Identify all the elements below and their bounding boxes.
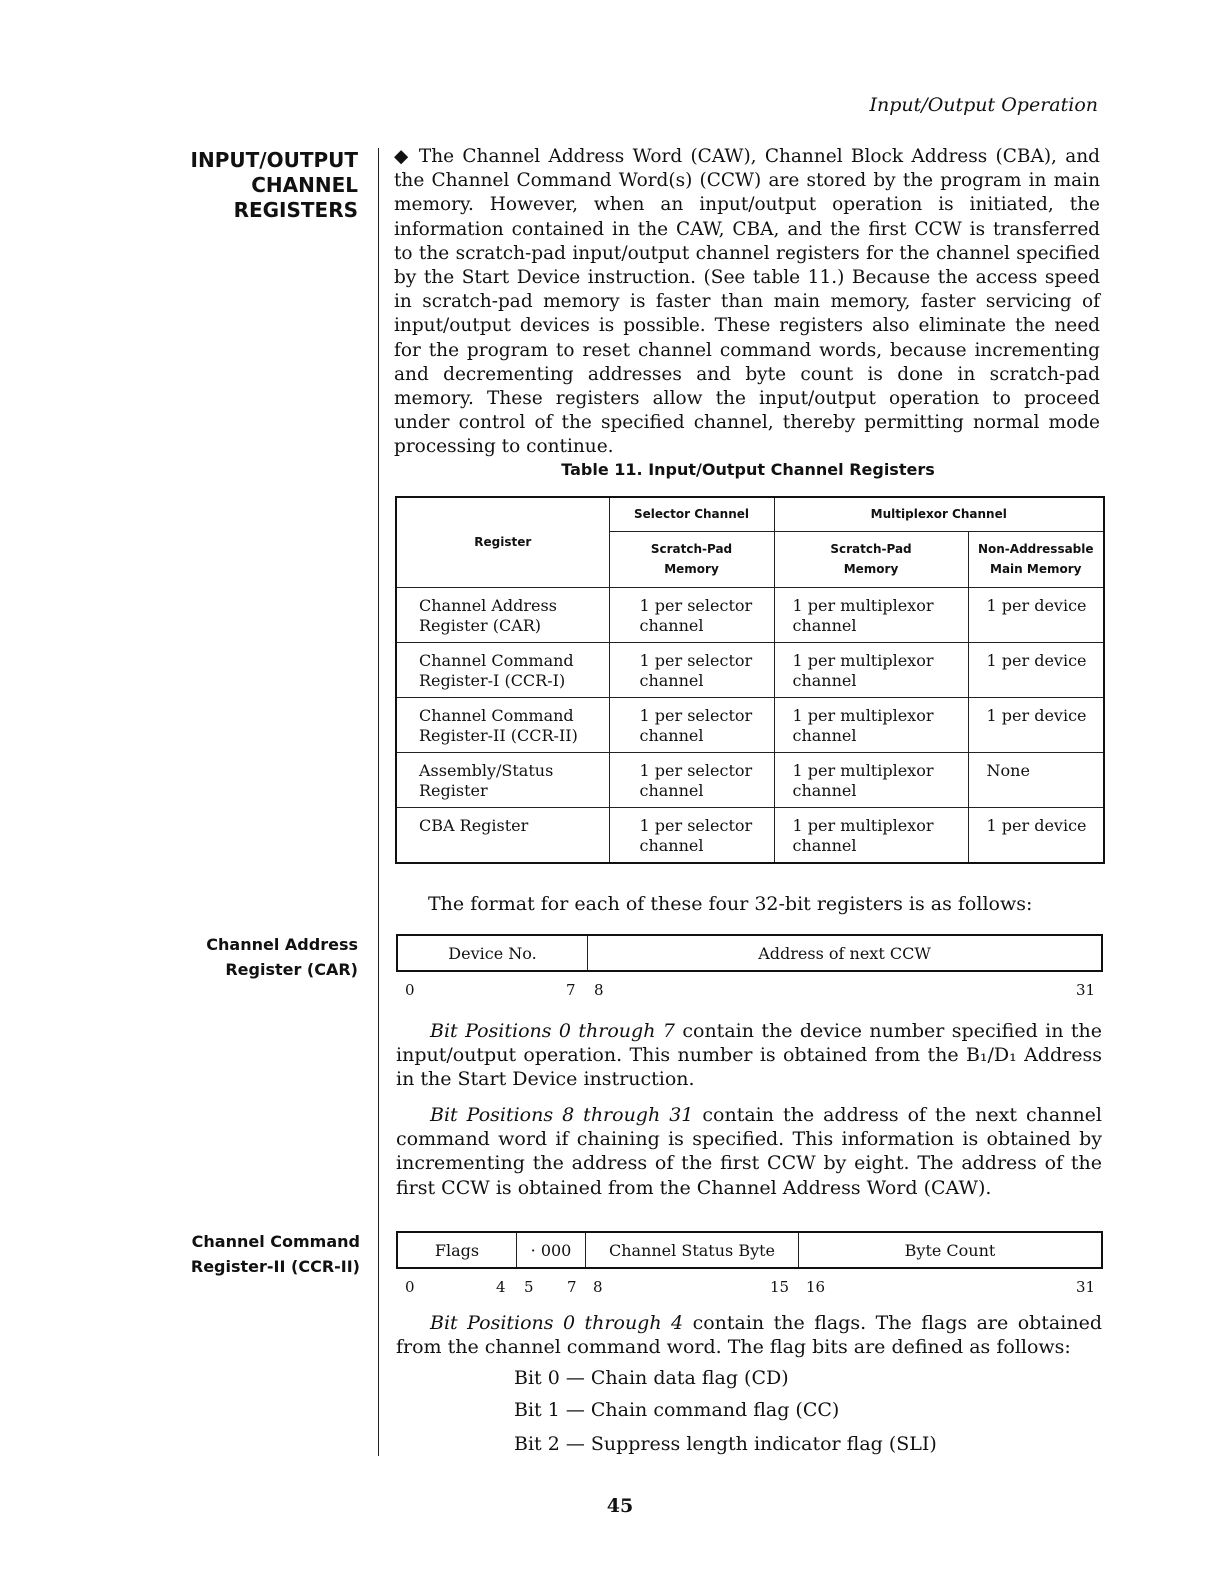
section-heading-io-channel-registers: [158, 148, 358, 223]
intro-paragraph: [394, 145, 1100, 460]
table-caption: Table 11. Input/Output Channel Registers: [561, 460, 935, 479]
paragraph-lead: Bit Positions 8 through 31: [430, 1104, 694, 1126]
cell-main-memory: 1 per device: [968, 807, 1104, 863]
side-heading-line: Register (CAR): [225, 960, 358, 979]
paragraph-lead: Bit Positions 0 through 4: [430, 1312, 684, 1334]
cell-register: Channel Command Register-II (CCR-II): [396, 697, 609, 752]
bit-label: 31: [1076, 981, 1096, 999]
cell-main-memory: 1 per device: [968, 642, 1104, 697]
bit-label: 16: [806, 1278, 826, 1296]
ccr2-format-diagram: [396, 1231, 1103, 1269]
cell-register: CBA Register: [396, 807, 609, 863]
format-intro: The format for each of these four 32-bit registers is as follows:: [428, 893, 1033, 915]
bit-label: 0: [405, 981, 415, 999]
paragraph-text: contain the flags. The flags are obtained from the channel command word. The flag bits are defined as follows:: [396, 1312, 1102, 1359]
column-header-selector-scratch-pad: Scratch-Pad Memory: [609, 531, 774, 587]
cell-selector: 1 per selector channel: [609, 807, 774, 863]
paragraph-lead: Bit Positions 0 through 7: [430, 1020, 675, 1042]
group-header-selector: Selector Channel: [609, 497, 774, 531]
intro-text: The Channel Address Word (CAW), Channel Block Address (CBA), and the Channel Command Word(s) (CCW) are stored by the program in main memory. However, when an input/output operation is initiated, the information contained in the CAW, CBA, and the first CCW is transferred to the scratch-pad input/output channel registers for the channel specified by the Start Device instruction. (See table 11.) Because the access speed in scratch-pad memory is faster than main memory, faster servicing of input/output devices is possible. These registers also eliminate the need for the program to reset channel command words, because incrementing and decrementing addresses and byte count is done in scratch-pad memory. These registers allow the input/output operation to proceed under control of the specified channel, thereby permitting normal mode processing to continue.: [394, 146, 1100, 458]
side-heading-line: Channel Address: [206, 935, 358, 954]
margin-rule: [378, 148, 379, 1456]
cell-multiplexor: 1 per multiplexor channel: [774, 752, 968, 807]
section-heading-line: INPUT/OUTPUT: [190, 148, 358, 172]
flag-definition: Bit 0 — Chain data flag (CD): [514, 1367, 789, 1389]
bit-label: 31: [1076, 1278, 1096, 1296]
paragraph-text: contain the device number specified in the input/output operation. This number is obtained from the B₁/D₁ Address in the Start Device instruction.: [396, 1020, 1103, 1091]
bit-label: 15: [770, 1278, 790, 1296]
group-header-multiplexor: Multiplexor Channel: [774, 497, 1104, 531]
ccr-field-byte-count: Byte Count: [904, 1240, 996, 1260]
cell-multiplexor: 1 per multiplexor channel: [774, 807, 968, 863]
diamond-bullet-icon: ◆: [394, 146, 411, 167]
column-header-multiplexor-scratch-pad: Scratch-Pad Memory: [774, 531, 968, 587]
channel-registers-table: [395, 496, 1105, 864]
table-row: [396, 587, 1104, 642]
car-field-device-no: Device No.: [398, 936, 588, 970]
cell-selector: 1 per selector channel: [609, 752, 774, 807]
side-heading-line: Channel Command: [191, 1232, 360, 1251]
cell-multiplexor: 1 per multiplexor channel: [774, 642, 968, 697]
cell-register: Channel Command Register-I (CCR-I): [396, 642, 609, 697]
cell-selector: 1 per selector channel: [609, 697, 774, 752]
cell-main-memory: 1 per device: [968, 587, 1104, 642]
bit-label: 0: [405, 1278, 415, 1296]
cell-main-memory: 1 per device: [968, 697, 1104, 752]
section-heading-line: CHANNEL: [251, 173, 358, 197]
cell-register: Assembly/Status Register: [396, 752, 609, 807]
cell-multiplexor: 1 per multiplexor channel: [774, 587, 968, 642]
ccr-field-channel-status-byte: Channel Status Byte: [586, 1233, 799, 1267]
table-row: [396, 642, 1104, 697]
car-paragraph-bits-8-31: [396, 1103, 1102, 1200]
bit-label: 8: [594, 981, 604, 999]
cell-register: Channel Address Register (CAR): [396, 587, 609, 642]
side-heading-ccr2: [140, 1229, 360, 1279]
ccr-field-zeros: · 000: [517, 1233, 586, 1267]
bit-label: 4: [496, 1278, 506, 1296]
column-header-main-memory: Non-Addressable Main Memory: [968, 531, 1104, 587]
bit-label: 7: [566, 981, 576, 999]
paragraph-text: contain the address of the next channel command word if chaining is specified. This information is obtained by incrementing the address of the first CCW by eight. The address of the first CCW is obtained from the Channel Address Word (CAW).: [396, 1104, 1102, 1199]
section-heading-line: REGISTERS: [233, 198, 358, 222]
car-paragraph-bits-0-7: [396, 1019, 1102, 1092]
table-row: [396, 697, 1104, 752]
table-row: [396, 752, 1104, 807]
car-format-diagram: [396, 934, 1103, 972]
page-number: 45: [606, 1495, 634, 1517]
cell-selector: 1 per selector channel: [609, 642, 774, 697]
cell-main-memory: None: [968, 752, 1104, 807]
cell-multiplexor: 1 per multiplexor channel: [774, 697, 968, 752]
column-header-register: Register: [396, 497, 609, 587]
cell-selector: 1 per selector channel: [609, 587, 774, 642]
car-field-address: Address of next CCW: [758, 943, 931, 963]
flag-definition: Bit 2 — Suppress length indicator flag (SLI): [514, 1433, 937, 1455]
side-heading-car: [138, 932, 358, 982]
bit-label: 5: [524, 1278, 534, 1296]
table-row: [396, 807, 1104, 863]
side-heading-line: Register-II (CCR-II): [190, 1257, 360, 1276]
ccr-field-flags: Flags: [398, 1233, 517, 1267]
flag-definition: Bit 1 — Chain command flag (CC): [514, 1399, 840, 1421]
bit-label: 7: [567, 1278, 577, 1296]
running-head: Input/Output Operation: [869, 94, 1098, 116]
ccr-paragraph-bits-0-4: [396, 1311, 1102, 1359]
bit-label: 8: [593, 1278, 603, 1296]
